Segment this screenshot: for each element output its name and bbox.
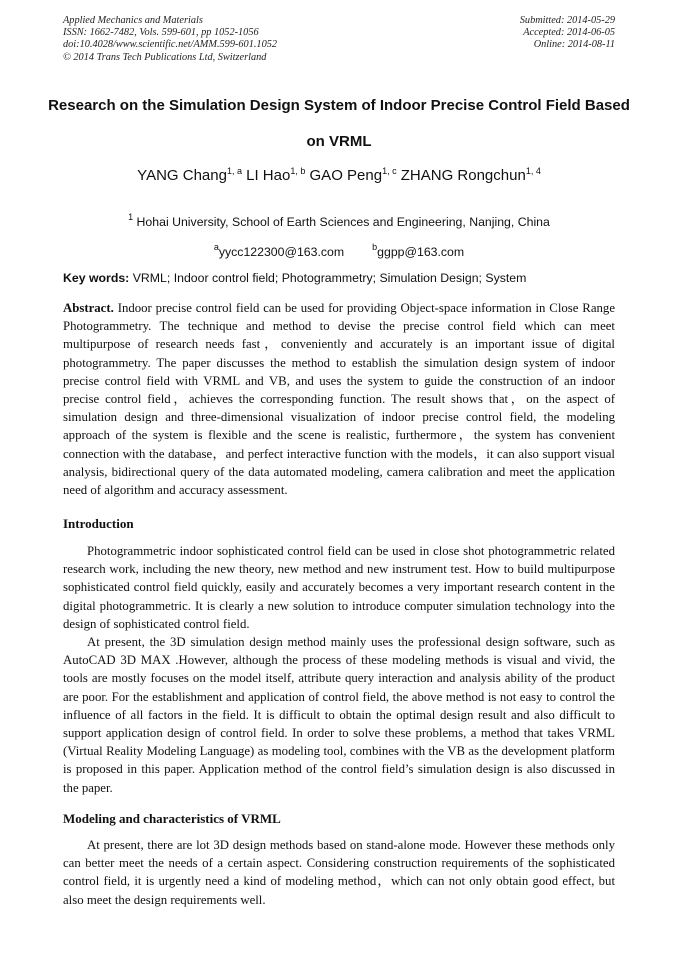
author-list (40, 166, 638, 184)
email-address[interactable]: ggpp@163.com (377, 245, 465, 259)
journal-name: Applied Mechanics and Materials (63, 15, 203, 26)
submitted-date: Submitted: 2014-05-29 (519, 15, 615, 26)
affiliation-text: Hohai University, School of Earth Sciences and Engineering, Nanjing, China (136, 215, 550, 229)
email-superscript: b (372, 242, 378, 252)
abstract-label: Abstract. (63, 301, 114, 315)
keywords-label: Key words: (63, 271, 130, 285)
paragraph: At present, there are lot 3D design methods based on stand-alone mode. However these methods only can better meet the needs of a certain aspect. Considering construction requirements of the sophisticated control field, it is urgently need a kind of modeling method，which can not only obtain good effect, but also meet the design requirements well. (63, 838, 615, 907)
paper-title: Research on the Simulation Design System of Indoor Precise Control Field Based on VRML (48, 97, 630, 150)
issn-line: ISSN: 1662-7482, Vols. 599-601, pp 1052-1056 (63, 27, 259, 39)
abstract-text: Indoor precise control field can be used for providing Object-space information in Close Range Photogrammetry. The technique and method to devise the precise control field which can meet multipurpose of research needs fast，conveniently and accurately is an important issue of digital photogrammetry. The paper discusses the method to establish the simulation design system of indoor precise control field with VRML and VB, and uses the system to guide the construction of an indoor precise control field，achieves the corresponding function. The result shows that，on the aspect of simulation design and three-dimensional visualization of indoor precise control field, the modeling approach of the system is flexible and the scene is realistic, furthermore，the system has convenient connection with the database，and perfect interactive function with the models，it can also support visual analysis, bidirectional query of the data automated modeling, camera calibration and meet the application need of algorithm and accuracy assessment. (63, 301, 615, 498)
doi-line: doi:10.4028/www.scientific.net/AMM.599-601.1052 (63, 39, 278, 51)
author-name: ZHANG Rongchun (400, 167, 526, 184)
keywords-text: VRML; Indoor control field; Photogrammetry; Simulation Design; System (132, 271, 527, 285)
email-address[interactable]: yycc122300@163.com (218, 245, 345, 259)
author-name: YANG Chang (137, 167, 227, 184)
author-emails (40, 242, 638, 259)
online-date: Online: 2014-08-11 (533, 39, 615, 51)
keywords (63, 271, 623, 285)
author-superscript: 1, a (226, 166, 242, 176)
section-heading-introduction: Introduction (63, 516, 134, 531)
author-superscript: 1, 4 (525, 166, 541, 176)
journal-header-left (63, 15, 277, 64)
affiliation-superscript: 1 (128, 212, 134, 222)
section-heading-modeling: Modeling and characteristics of VRML (63, 811, 281, 826)
author-superscript: 1, b (290, 166, 306, 176)
affiliation (40, 212, 638, 229)
section-introduction (63, 542, 615, 797)
section-modeling (63, 836, 615, 909)
accepted-date: Accepted: 2014-06-05 (523, 27, 615, 39)
abstract (63, 299, 615, 499)
author-superscript: 1, c (382, 166, 397, 176)
author-name: LI Hao (246, 167, 291, 184)
paragraph: Photogrammetric indoor sophisticated control field can be used in close shot photogrammetric related research work, including the new theory, new method and new instrument test. How to build multipurpose sophisticated control field quickly, easily and accurately becomes a very important research content in the digital photogrammetric. It is clearly a new solution to introduce computer simulation technology into the design of sophisticated control field. (63, 544, 615, 631)
journal-header-right (520, 15, 615, 52)
author-name: GAO Peng (309, 167, 383, 184)
copyright-line: © 2014 Trans Tech Publications Ltd, Switzerland (63, 51, 267, 63)
email-superscript: a (213, 242, 219, 252)
paragraph: At present, the 3D simulation design method mainly uses the professional design software, such as AutoCAD 3D MAX .However, although the process of these modeling methods is visual and vivid, the tools are mostly focuses on the model itself, attribute query interaction and analysis ability of the product are poor. For the establishment and application of control field, the above method is not easy to control the influence of all factors in the field. It is difficult to obtain the optimal design result and also difficult to support application design of control field. In order to solve these problems, a method that takes VRML (Virtual Reality Modeling Language) as modeling tool, combines with the VB as the development platform is proposed in this paper. Application method of the control field’s simulation design is also discussed in the paper. (63, 635, 615, 795)
